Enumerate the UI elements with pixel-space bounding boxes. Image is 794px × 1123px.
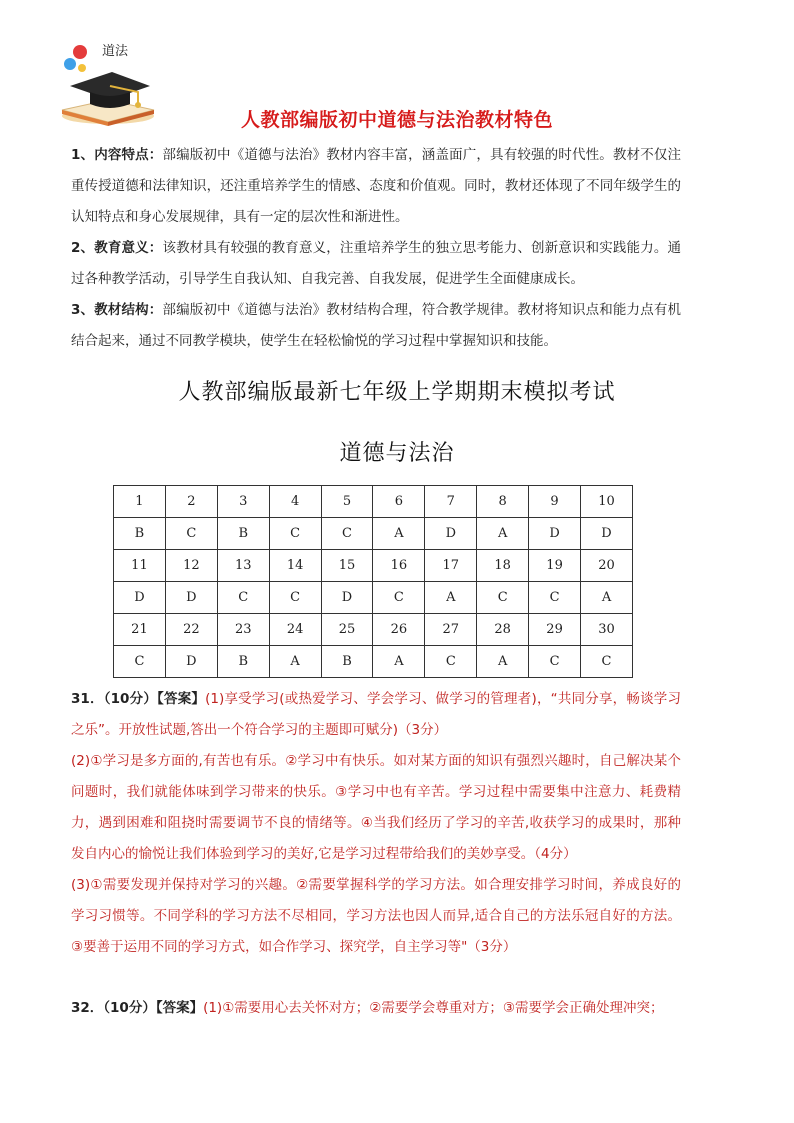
intro-paragraph bbox=[71, 140, 681, 233]
answer-table-cell: 18 bbox=[477, 550, 529, 582]
answer-table-cell: B bbox=[114, 518, 166, 550]
answer-table-row bbox=[114, 646, 633, 678]
answer-table-cell: 1 bbox=[114, 486, 166, 518]
page-title: 人教部编版初中道德与法治教材特色 bbox=[240, 109, 553, 131]
answer-table-cell: A bbox=[581, 582, 633, 614]
answer-table-row bbox=[114, 582, 633, 614]
answer-table-cell: 10 bbox=[581, 486, 633, 518]
answer-table-cell: 25 bbox=[321, 614, 373, 646]
answer-table-cell: 6 bbox=[373, 486, 425, 518]
answer-table-row bbox=[114, 550, 633, 582]
answer-table-cell: 27 bbox=[425, 614, 477, 646]
answer-table-cell: 16 bbox=[373, 550, 425, 582]
q32-part1-text: (1)①需要用心去关怀对方；②需要学会尊重对方；③需要学会正确处理冲突； bbox=[203, 1000, 664, 1016]
answer-table-cell: C bbox=[581, 646, 633, 678]
intro-text: 该教材具有较强的教育意义，注重培养学生的独立思考能力、创新意识和实践能力。通过各种教学活动，引导学生自我认知、自我完善、自我发展，促进学生全面健康成长。 bbox=[71, 240, 681, 287]
answer-table-cell: 19 bbox=[529, 550, 581, 582]
q31-number: 31．（10分）【答案】 bbox=[71, 691, 206, 707]
answer-table-cell: D bbox=[165, 582, 217, 614]
answer-table-cell: C bbox=[269, 518, 321, 550]
q32-number: 32．（10分）【答案】 bbox=[71, 1000, 204, 1016]
answer-table-cell: 2 bbox=[165, 486, 217, 518]
answer-table-row bbox=[114, 486, 633, 518]
answer-table-cell: 12 bbox=[165, 550, 217, 582]
answer-table-cell: A bbox=[477, 518, 529, 550]
answer-table-cell: C bbox=[373, 582, 425, 614]
intro-section bbox=[71, 140, 681, 357]
answer-table-cell: B bbox=[217, 518, 269, 550]
answer-table-cell: 3 bbox=[217, 486, 269, 518]
answer-table-cell: 15 bbox=[321, 550, 373, 582]
q31-part1-text: (1)享受学习(或热爱学习、学会学习、做学习的管理者)，“共同分享，畅谈学习之乐”。开放性试题,答出一个符合学习的主题即可赋分)（3分） bbox=[71, 691, 681, 738]
answer-table-cell: C bbox=[529, 582, 581, 614]
exam-subject: 道德与法治 bbox=[339, 441, 455, 466]
exam-title: 人教部编版最新七年级上学期期末模拟考试 bbox=[178, 380, 616, 405]
answer-table-cell: 8 bbox=[477, 486, 529, 518]
answer-table-cell: C bbox=[217, 582, 269, 614]
answer-table-cell: C bbox=[477, 582, 529, 614]
answer-table-cell: 28 bbox=[477, 614, 529, 646]
answer-table-cell: D bbox=[165, 646, 217, 678]
answer-table-cell: 29 bbox=[529, 614, 581, 646]
intro-text: 部编版初中《道德与法治》教材内容丰富，涵盖面广，具有较强的时代性。教材不仅注重传授道德和法律知识，还注重培养学生的情感、态度和价值观。同时，教材还体现了不同年级学生的认知特点和身心发展规律，具有一定的层次性和渐进性。 bbox=[71, 147, 681, 225]
answer-table-cell: 9 bbox=[529, 486, 581, 518]
answer-table-cell: A bbox=[373, 646, 425, 678]
question-32-answer bbox=[71, 993, 681, 1024]
answer-table-cell: 24 bbox=[269, 614, 321, 646]
answer-table bbox=[113, 485, 633, 678]
answer-table-cell: D bbox=[529, 518, 581, 550]
answer-table-cell: B bbox=[217, 646, 269, 678]
answer-table-cell: C bbox=[529, 646, 581, 678]
answer-table-cell: 21 bbox=[114, 614, 166, 646]
answer-table-cell: A bbox=[373, 518, 425, 550]
answer-table-cell: D bbox=[321, 582, 373, 614]
answer-table-cell: 22 bbox=[165, 614, 217, 646]
answer-table-cell: C bbox=[425, 646, 477, 678]
answer-table-cell: 30 bbox=[581, 614, 633, 646]
answer-table-cell: 5 bbox=[321, 486, 373, 518]
logo-label: 道法 bbox=[102, 44, 129, 59]
answer-table-row bbox=[114, 518, 633, 550]
answer-table-cell: A bbox=[477, 646, 529, 678]
intro-label: 3、教材结构： bbox=[71, 302, 163, 318]
intro-paragraph bbox=[71, 233, 681, 295]
intro-label: 2、教育意义： bbox=[71, 240, 163, 256]
answer-table-cell: 23 bbox=[217, 614, 269, 646]
intro-text: 部编版初中《道德与法治》教材结构合理，符合教学规律。教材将知识点和能力点有机结合起来，通过不同教学模块，使学生在轻松愉悦的学习过程中掌握知识和技能。 bbox=[71, 302, 681, 349]
answer-table-cell: 26 bbox=[373, 614, 425, 646]
answer-table-cell: 11 bbox=[114, 550, 166, 582]
answer-table-cell: A bbox=[269, 646, 321, 678]
answer-table-cell: 17 bbox=[425, 550, 477, 582]
answer-table-cell: 13 bbox=[217, 550, 269, 582]
answer-table-cell: D bbox=[581, 518, 633, 550]
answer-table-cell: D bbox=[114, 582, 166, 614]
answer-table-cell: A bbox=[425, 582, 477, 614]
answer-table-cell: B bbox=[321, 646, 373, 678]
answer-table-cell: C bbox=[269, 582, 321, 614]
answer-table-cell: D bbox=[425, 518, 477, 550]
intro-paragraph bbox=[71, 295, 681, 357]
answer-table-cell: C bbox=[114, 646, 166, 678]
question-31-answer bbox=[71, 684, 681, 963]
answer-table-cell: 20 bbox=[581, 550, 633, 582]
q31-part1 bbox=[71, 684, 681, 746]
answer-table-cell: 14 bbox=[269, 550, 321, 582]
q31-part2: (2)①学习是多方面的,有苦也有乐。②学习中有快乐。如对某方面的知识有强烈兴趣时，自己解决某个问题时，我们就能体味到学习带来的快乐。③学习中也有辛苦。学习过程中需要集中注意力、耗费精力，遇到困难和阻挠时需要调节不良的情绪等。④当我们经历了学习的辛苦,收获学习的成果时，那种发自内心的愉悦让我们体验到学习的美好,它是学习过程带给我们的美妙享受。（4分） bbox=[71, 753, 681, 862]
answer-table-cell: 7 bbox=[425, 486, 477, 518]
answer-table-row bbox=[114, 614, 633, 646]
q31-part3: (3)①需要发现并保持对学习的兴趣。②需要掌握科学的学习方法。如合理安排学习时间，养成良好的学习习惯等。不同学科的学习方法不尽相同，学习方法也因人而异,适合自己的方法乐冠自好的方法。③要善于运用不同的学习方式，如合作学习、探究学，自主学习等"（3分） bbox=[71, 877, 681, 955]
intro-label: 1、内容特点： bbox=[71, 147, 163, 163]
answer-table-cell: C bbox=[321, 518, 373, 550]
q32-part1 bbox=[71, 993, 681, 1024]
answer-table-cell: C bbox=[165, 518, 217, 550]
answer-table-cell: 4 bbox=[269, 486, 321, 518]
